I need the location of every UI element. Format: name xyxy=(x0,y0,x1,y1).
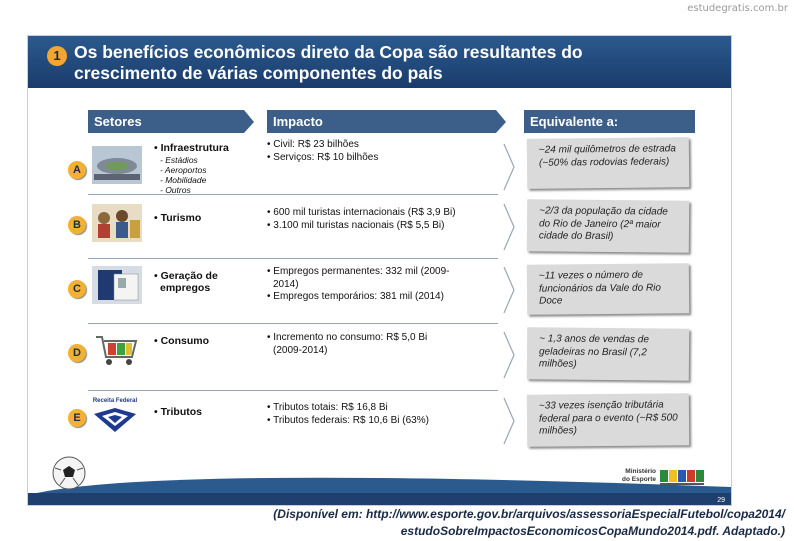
sector-consumo: • Consumo xyxy=(154,335,210,347)
impact-line: • Empregos temporários: 381 mil (2014) xyxy=(267,291,444,302)
equivalent-box-c: ~11 vezes o número de funcionários da Vale do Rio Doce xyxy=(527,263,689,314)
header-arrow xyxy=(496,110,506,133)
impact-line: • Civil: R$ 23 bilhões xyxy=(267,139,359,150)
shopping-cart-icon xyxy=(92,331,142,369)
impact-line: (2009-2014) xyxy=(273,344,328,356)
chevron-right-icon xyxy=(502,202,516,252)
impact-line: • 600 mil turistas internacionais (R$ 3,9 Bi) xyxy=(267,207,456,218)
footer-bar xyxy=(28,493,731,505)
slide-header xyxy=(28,36,731,88)
ministerio-line: do Esporte xyxy=(622,476,656,483)
impact-line: 2014) xyxy=(273,278,299,290)
sector-line: • Geração de xyxy=(154,270,218,282)
equivalent-box-d: ~ 1,3 anos de vendas de geladeiras no Brasil (7,2 milhões) xyxy=(527,327,689,380)
impact-line: • Serviços: R$ 10 bilhões xyxy=(267,151,379,163)
sector-line: empregos xyxy=(160,282,211,294)
equivalent-box-a: ~24 mil quilômetros de estrada (~50% das rodovias federais) xyxy=(527,137,690,189)
slide xyxy=(27,35,732,506)
sub-item: - Outros xyxy=(160,185,191,195)
brasil-government-logo xyxy=(660,468,710,486)
row-divider xyxy=(88,194,498,195)
page-number: 29 xyxy=(717,497,725,504)
row-divider xyxy=(88,258,498,259)
sub-item: - Mobilidade xyxy=(160,175,207,185)
row-letter-a: A xyxy=(68,161,86,179)
impact-line: • Tributos totais: R$ 16,8 Bi xyxy=(267,402,388,413)
slide-title-line-1: Os benefícios econômicos direto da Copa são resultantes do xyxy=(74,42,583,62)
tourism-image xyxy=(92,204,142,242)
sub-item: - Aeroportos xyxy=(160,165,207,175)
ministerio-line: Ministério xyxy=(625,468,656,475)
column-header-impacto: Impacto xyxy=(267,110,496,133)
sector-turismo: • Turismo xyxy=(154,212,202,224)
chevron-right-icon xyxy=(502,330,516,380)
column-header-setores: Setores xyxy=(88,110,244,133)
row-divider xyxy=(88,323,498,324)
row-letter-e: E xyxy=(68,409,86,427)
soccer-ball-icon xyxy=(52,456,86,490)
impact-line: • 3.100 mil turistas nacionais (R$ 5,5 Bi) xyxy=(267,219,445,231)
impact-turismo xyxy=(267,207,487,232)
ministerio-label xyxy=(620,468,656,484)
impact-tributos xyxy=(267,402,487,427)
row-letter-c: C xyxy=(68,280,86,298)
sub-item: - Estádios xyxy=(160,155,198,165)
chevron-right-icon xyxy=(502,265,516,315)
slide-title-line-2: crescimento de várias componentes do país xyxy=(74,63,443,83)
impact-line: • Tributos federais: R$ 10,6 Bi (63%) xyxy=(267,414,429,426)
equivalent-box-e: ~33 vezes isenção tributária federal para o evento (~R$ 500 milhões) xyxy=(527,393,689,446)
sector-geracao-de-empregos xyxy=(154,270,218,294)
source-caption xyxy=(195,506,785,540)
column-header-equivalente: Equivalente a: xyxy=(524,110,695,133)
row-letter-b: B xyxy=(68,216,86,234)
watermark: estudegratis.com.br xyxy=(687,3,788,14)
row-letter-d: D xyxy=(68,344,86,362)
equivalent-box-b: ~2/3 da população da cidade do Rio de Janeiro (2ª maior cidade do Brasil) xyxy=(527,199,689,252)
impact-line: • Incremento no consumo: R$ 5,0 Bi xyxy=(267,332,428,343)
impact-line: • Empregos permanentes: 332 mil (2009- xyxy=(267,266,450,277)
infrastructure-image xyxy=(92,146,142,184)
sector-infraestrutura: • Infraestrutura xyxy=(154,142,229,154)
work-card-image xyxy=(92,266,142,304)
impact-infraestrutura xyxy=(267,139,487,164)
sector-tributos: • Tributos xyxy=(154,406,203,418)
impact-empregos xyxy=(267,266,487,304)
caption-line-2: estudoSobreImpactosEconomicosCopaMundo2014.pdf. Adaptado.) xyxy=(400,524,785,538)
chevron-right-icon xyxy=(502,142,516,192)
row-divider xyxy=(88,390,498,391)
receita-federal-emblem xyxy=(88,404,142,436)
slide-number-badge: 1 xyxy=(47,46,67,66)
header-arrow xyxy=(244,110,254,133)
chevron-right-icon xyxy=(502,396,516,446)
receita-federal-logo xyxy=(88,398,142,438)
caption-line-1: (Disponível em: http://www.esporte.gov.br/arquivos/assessoriaEspecialFutebol/copa2014/ xyxy=(273,507,785,521)
logo-text: Receita Federal xyxy=(92,398,138,404)
impact-consumo xyxy=(267,332,487,357)
slide-title xyxy=(74,42,714,84)
